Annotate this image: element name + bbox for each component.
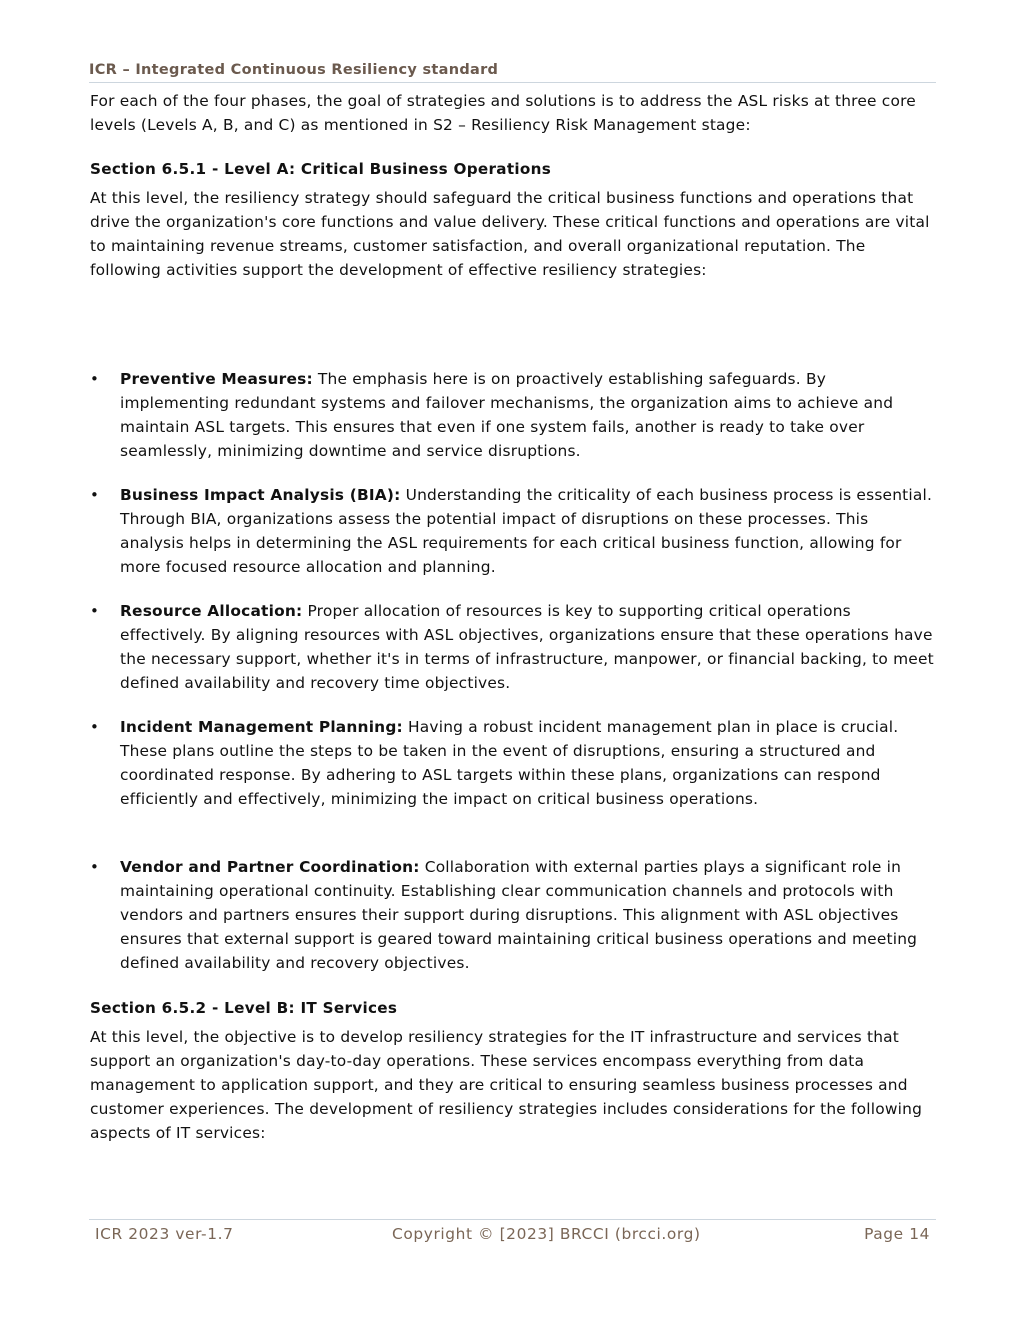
bullet-term: Resource Allocation: <box>120 602 303 620</box>
bullet-item-business-impact-analysis <box>90 483 935 579</box>
document-title: ICR – Integrated Continuous Resiliency standard <box>89 62 499 78</box>
bullet-term: Incident Management Planning: <box>120 718 403 736</box>
bullet-text: Collaboration with external parties plays a significant role in maintaining operational continuity. Establishing clear communication channels and protocols with vendors and partners ensures their support during disruptions. This alignment with ASL objectives ensures that external support is geared toward maintaining critical business operations and meeting defined availability and recovery objectives. <box>120 858 918 972</box>
bullet-text: Proper allocation of resources is key to supporting critical operations effectively. By aligning resources with ASL objectives, organizations ensure that these operations have the necessary support, whether it's in terms of infrastructure, manpower, or financial backing, to meet defined availability and recovery time objectives. <box>120 602 934 692</box>
section-heading-level-b: Section 6.5.2 - Level B: IT Services <box>90 999 398 1017</box>
bullet-text: Having a robust incident management plan in place is crucial. These plans outline the steps to be taken in the event of disruptions, ensuring a structured and coordinated response. By adhering to ASL targets within these plans, organizations can respond efficiently and effectively, minimizing the impact on critical business operations. <box>120 718 899 808</box>
footer-version: ICR 2023 ver-1.7 <box>95 1225 234 1243</box>
bullet-icon: • <box>90 718 100 736</box>
bullet-item-incident-management-planning <box>90 715 935 811</box>
bullet-item-vendor-partner-coordination <box>90 855 935 975</box>
bullet-term: Vendor and Partner Coordination: <box>120 858 420 876</box>
level-b-paragraph: At this level, the objective is to develop resiliency strategies for the IT infrastructure and services that support an organization's day-to-day operations. These services encompass everything from data management to application support, and they are critical to ensuring seamless business processes and customer experiences. The development of resiliency strategies includes considerations for the following aspects of IT services: <box>90 1028 923 1142</box>
footer-copyright: Copyright © [2023] BRCCI (brcci.org) <box>392 1225 701 1243</box>
bullet-term: Business Impact Analysis (BIA): <box>120 486 401 504</box>
section-heading-level-a: Section 6.5.1 - Level A: Critical Business Operations <box>90 160 552 178</box>
bullet-icon: • <box>90 602 100 620</box>
intro-paragraph: For each of the four phases, the goal of strategies and solutions is to address the ASL risks at three core levels (Levels A, B, and C) as mentioned in S2 – Resiliency Risk Management stage: <box>90 92 916 134</box>
bullet-item-resource-allocation <box>90 599 935 695</box>
bullet-icon: • <box>90 858 100 876</box>
level-a-paragraph: At this level, the resiliency strategy should safeguard the critical business functions and operations that drive the organization's core functions and value delivery. These critical functions and operations are vital to maintaining revenue streams, customer satisfaction, and overall organizational reputation. The following activities support the development of effective resiliency strategies: <box>90 189 930 279</box>
bullet-text: The emphasis here is on proactively establishing safeguards. By implementing redundant systems and failover mechanisms, the organization aims to achieve and maintain ASL targets. This ensures that even if one system fails, another is ready to take over seamlessly, minimizing downtime and service disruptions. <box>120 370 894 460</box>
bullet-term: Preventive Measures: <box>120 370 313 388</box>
bullet-item-preventive-measures <box>90 367 935 463</box>
footer-page-number: Page 14 <box>864 1225 930 1243</box>
page-header <box>89 60 936 83</box>
bullet-icon: • <box>90 370 100 388</box>
bullet-icon: • <box>90 486 100 504</box>
page-footer <box>89 1219 936 1250</box>
bullet-text: Understanding the criticality of each business process is essential. Through BIA, organizations assess the potential impact of disruptions on these processes. This analysis helps in determining the ASL requirements for each critical business function, allowing for more focused resource allocation and planning. <box>120 486 933 576</box>
